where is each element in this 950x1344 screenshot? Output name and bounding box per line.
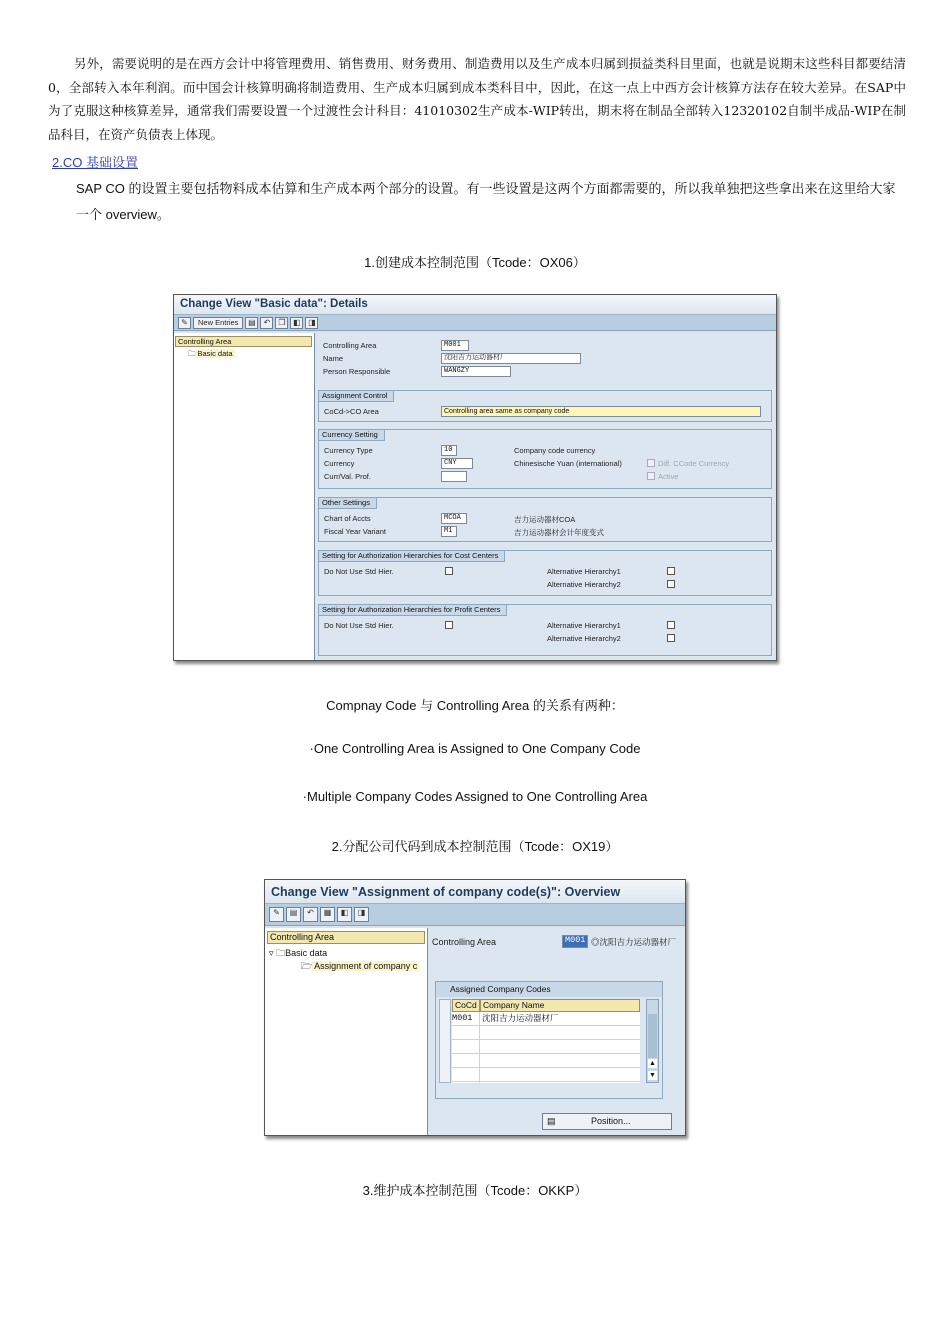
table-row[interactable]	[452, 1068, 640, 1082]
nav-controlling-area[interactable]: Controlling Area	[267, 931, 425, 944]
section-link-co-basic-setup[interactable]: 2.CO 基础设置	[52, 155, 138, 170]
table-row[interactable]	[452, 1012, 640, 1026]
auth-profit-centers-group	[318, 604, 772, 656]
new-entries-button[interactable]: New Entries	[193, 317, 243, 329]
save-icon[interactable]: ▤	[245, 317, 258, 329]
cocd-co-area-dropdown[interactable]: Controlling area same as company code	[441, 406, 761, 417]
currency-field[interactable]: CNY	[441, 458, 473, 469]
col-header-company-name[interactable]: Company Name	[480, 999, 640, 1012]
col-header-cocd[interactable]: CoCd	[452, 999, 480, 1012]
relation-item-2: ·Multiple Company Codes Assigned to One Controlling Area	[302, 789, 648, 804]
fiscal-year-variant-field[interactable]: M1	[441, 526, 457, 537]
name-field[interactable]: 沈阳吉力运动器材厂	[441, 353, 581, 364]
active-label: Active	[658, 472, 679, 481]
cell-company-name[interactable]: 沈阳吉力运动器材厂	[482, 1013, 559, 1023]
chart-of-accts-field[interactable]: MCOA	[441, 513, 467, 524]
position-button[interactable]	[542, 1113, 672, 1130]
nav-basic-data-label: Basic data	[285, 948, 328, 958]
diff-ccode-checkbox[interactable]	[647, 459, 655, 467]
other-settings-group	[318, 497, 772, 542]
cost-no-std-hier-checkbox[interactable]	[445, 567, 453, 575]
relation-item-1: ·One Controlling Area is Assigned to One Company Code	[309, 741, 641, 756]
chart-of-accts-label: Chart of Accts	[324, 514, 371, 523]
nav-basic-data-label: Basic data	[197, 349, 233, 358]
ca-field[interactable]: M001	[562, 935, 588, 948]
table-row[interactable]	[452, 1026, 640, 1040]
ca-desc	[591, 936, 676, 948]
cell-cocd[interactable]: M001	[452, 1013, 473, 1023]
currency-label: Currency	[324, 459, 355, 468]
folder-icon: 🗀	[188, 349, 196, 358]
chart-of-accts-desc: 吉力运动器材COA	[514, 515, 576, 524]
sap-screenshot-ox06	[173, 294, 777, 661]
step2-caption: 2.分配公司代码到成本控制范围（Tcode：OX19）	[331, 839, 619, 854]
assignment-control-heading: Assignment Control	[318, 390, 394, 402]
fiscal-year-variant-desc: 吉力运动器材会计年度变式	[514, 528, 604, 537]
folder-icon: 🗁	[301, 961, 313, 971]
curr-val-prof-label: Curr/Val. Prof.	[324, 472, 371, 481]
scroll-down-icon[interactable]: ▼	[649, 1072, 656, 1079]
profit-alt-hier2-checkbox[interactable]	[667, 634, 675, 642]
person-responsible-field[interactable]: WANGZY	[441, 366, 511, 377]
controlling-area-label: Controlling Area	[323, 341, 377, 350]
select-all-icon[interactable]: ▦	[320, 907, 335, 922]
edit-icon[interactable]: ✎	[269, 907, 284, 922]
currency-type-label: Currency Type	[324, 446, 373, 455]
cost-alt-hier2-label: Alternative Hierarchy2	[547, 580, 621, 589]
assigned-company-codes-table	[435, 981, 663, 1099]
other-settings-heading: Other Settings	[318, 497, 377, 509]
undo-icon[interactable]: ↶	[303, 907, 318, 922]
content-area	[315, 333, 775, 660]
search-help-icon[interactable]: ◎	[591, 937, 600, 947]
cost-alt-hier2-checkbox[interactable]	[667, 580, 675, 588]
diff-ccode-label: Diff. CCode Currency	[658, 459, 730, 468]
col-divider	[479, 1012, 480, 1083]
expand-triangle-icon[interactable]: ▿	[269, 948, 274, 958]
currency-type-field[interactable]: 10	[441, 445, 457, 456]
undo-icon[interactable]: ↶	[260, 317, 273, 329]
nav-tree2	[265, 928, 428, 1135]
name-label: Name	[323, 354, 344, 363]
nav-controlling-area[interactable]: Controlling Area	[175, 336, 312, 347]
currency-type-desc: Company code currency	[514, 446, 596, 455]
sap-screenshot-ox19	[264, 879, 686, 1136]
row-selector-column[interactable]	[439, 999, 451, 1083]
profit-alt-hier1-label: Alternative Hierarchy1	[547, 621, 621, 630]
copy-icon[interactable]: ❐	[275, 317, 288, 329]
controlling-area-field[interactable]: M001	[441, 340, 469, 351]
assignment-control-group	[318, 390, 772, 422]
auth-cost-centers-heading: Setting for Authorization Hierarchies for Cost Centers	[318, 550, 505, 562]
currency-setting-heading: Currency Setting	[318, 429, 385, 441]
profit-no-std-hier-label: Do Not Use Std Hier.	[324, 621, 394, 630]
content-area2	[428, 928, 685, 1135]
profit-alt-hier2-label: Alternative Hierarchy2	[547, 634, 621, 643]
step1-caption: 1.创建成本控制范围（Tcode：OX06）	[364, 255, 586, 270]
table-heading: Assigned Company Codes	[436, 982, 662, 997]
edit-icon[interactable]: ✎	[178, 317, 191, 329]
next-icon[interactable]: ◨	[354, 907, 369, 922]
cocd-co-area-label: CoCd->CO Area	[324, 407, 379, 416]
folder-icon: 🗀	[276, 948, 286, 958]
next-icon[interactable]: ◨	[305, 317, 318, 329]
screen2-title: Change View "Assignment of company code(s)": Overview	[265, 880, 685, 904]
nav-basic-data[interactable]	[188, 348, 235, 361]
table-body	[452, 1012, 640, 1083]
currency-desc: Chinesische Yuan (international)	[514, 459, 622, 468]
cost-alt-hier1-checkbox[interactable]	[667, 567, 675, 575]
fiscal-year-variant-label: Fiscal Year Variant	[324, 527, 386, 536]
ca-label: Controlling Area	[432, 937, 497, 947]
toolbar	[174, 315, 776, 331]
ca-desc-text: 沈阳吉力运动器材厂	[599, 937, 677, 947]
section-paragraph: SAP CO 的设置主要包括物料成本估算和生产成本两个部分的设置。有一些设置是这两个方面都需要的，所以我单独把这些拿出来在这里给大家一个 overview。	[76, 181, 896, 222]
scroll-up-icon[interactable]: ▲	[649, 1060, 656, 1067]
relation-caption: Compnay Code 与 Controlling Area 的关系有两种：	[326, 698, 624, 713]
nav-tree	[174, 333, 315, 660]
profit-no-std-hier-checkbox[interactable]	[445, 621, 453, 629]
active-checkbox[interactable]	[647, 472, 655, 480]
nav-assignment[interactable]	[301, 959, 419, 975]
save-icon[interactable]: ▤	[286, 907, 301, 922]
curr-val-prof-field[interactable]	[441, 471, 467, 482]
nav-assignment-label: Assignment of company c	[314, 961, 418, 971]
position-icon: ▤	[547, 1116, 556, 1126]
step3-caption: 3.维护成本控制范围（Tcode：OKKP）	[362, 1183, 588, 1198]
intro-paragraph: 另外，需要说明的是在西方会计中将管理费用、销售费用、财务费用、制造费用以及生产成本归属到损益类科目里面，也就是说期末这些科目都要结清0，全部转入本年利润。而中国会计核算明确将制造费用、生产成本归属到成本类科目中，因此，在这一点上中西方会计核算方法存在较大差异。在SAP中为了克服这种核算差异，通常我们需要设置一个过渡性会计科目：41010302生产成本-WIP转出，期末将在制品全部转入12320102自制半成品-WIP在制品科目，在资产负债表上体现。	[48, 56, 906, 142]
auth-cost-centers-group	[318, 550, 772, 596]
vertical-scrollbar[interactable]	[646, 999, 659, 1083]
currency-setting-group	[318, 429, 772, 489]
toolbar2	[265, 904, 685, 926]
profit-alt-hier1-checkbox[interactable]	[667, 621, 675, 629]
person-responsible-label: Person Responsible	[323, 367, 391, 376]
cost-no-std-hier-label: Do Not Use Std Hier.	[324, 567, 394, 576]
position-button-label: Position...	[591, 1116, 631, 1126]
cost-alt-hier1-label: Alternative Hierarchy1	[547, 567, 621, 576]
table-row[interactable]	[452, 1040, 640, 1054]
screen-title: Change View "Basic data": Details	[174, 295, 776, 315]
table-row[interactable]	[452, 1054, 640, 1068]
auth-profit-centers-heading: Setting for Authorization Hierarchies for Profit Centers	[318, 604, 507, 616]
prev-icon[interactable]: ◧	[290, 317, 303, 329]
scrollbar-thumb[interactable]	[648, 1014, 657, 1058]
prev-icon[interactable]: ◧	[337, 907, 352, 922]
